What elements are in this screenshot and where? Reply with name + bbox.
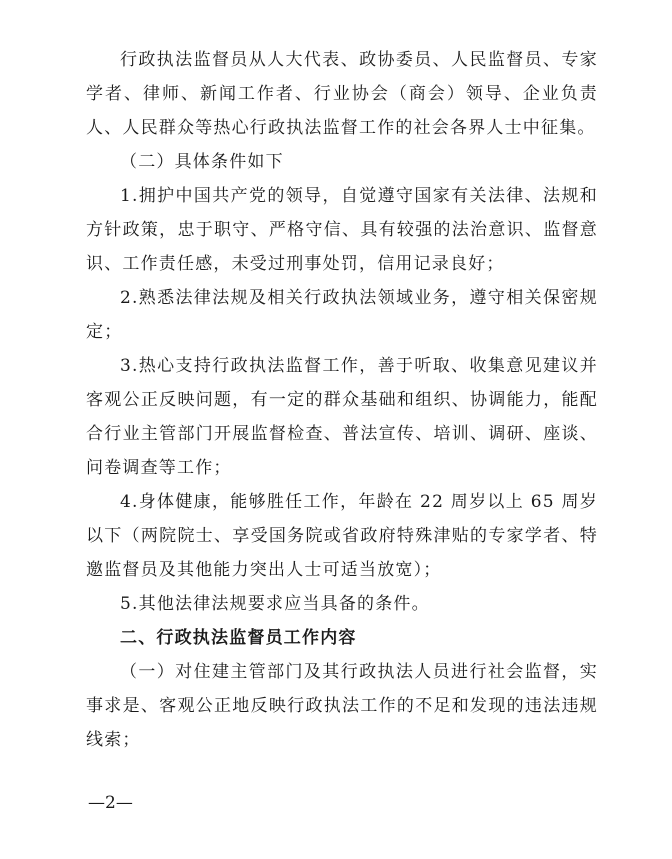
paragraph-recruitment-sources: 行政执法监督员从人大代表、政协委员、人民监督员、专家学者、律师、新闻工作者、行业协会（商会）领导、企业负责人、人民群众等热心行政执法监督工作的社会各界人士中征集。 xyxy=(86,50,598,138)
paragraph-condition-4: 4.身体健康，能够胜任工作，年龄在 22 周岁以上 65 周岁以下（两院院士、享受国务院或省政府特殊津贴的专家学者、特邀监督员及其他能力突出人士可适当放宽）； xyxy=(86,492,598,580)
paragraph-condition-3: 3.热心支持行政执法监督工作，善于听取、收集意见建议并客观公正反映问题，有一定的群众基础和组织、协调能力，能配合行业主管部门开展监督检查、普法宣传、培训、调研、座谈、问卷调查等工作； xyxy=(86,356,598,478)
paragraph-condition-5: 5.其他法律法规要求应当具备的条件。 xyxy=(120,594,430,614)
paragraph-condition-2: 2.熟悉法律法规及相关行政执法领域业务，遵守相关保密规定； xyxy=(86,288,598,342)
paragraph-condition-1: 1.拥护中国共产党的领导，自觉遵守国家有关法律、法规和方针政策，忠于职守、严格守信、具有较强的法治意识、监督意识、工作责任感，未受过刑事处罚，信用记录良好； xyxy=(86,186,598,274)
page-number: —2— xyxy=(88,793,133,813)
paragraph-work-content-1: （一）对住建主管部门及其行政执法人员进行社会监督，实事求是、客观公正地反映行政执法工作的不足和发现的违法违规线索； xyxy=(86,662,598,750)
paragraph-conditions-title: （二）具体条件如下 xyxy=(120,152,284,172)
document-body xyxy=(86,43,598,757)
section-heading: 二、行政执法监督员工作内容 xyxy=(120,628,357,648)
